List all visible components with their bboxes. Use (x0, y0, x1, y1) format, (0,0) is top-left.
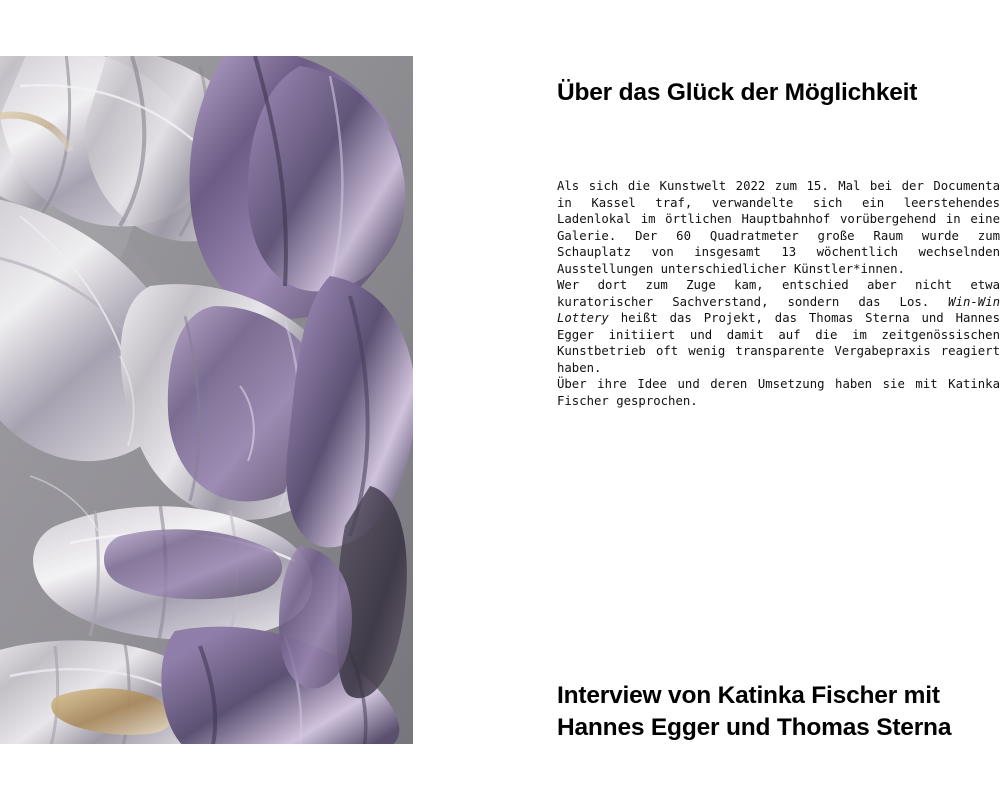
artwork-illustration (0, 56, 413, 744)
body-paragraph-3: Über ihre Idee und deren Umsetzung haben sie mit Katinka Fischer gesprochen. (557, 377, 1000, 408)
interview-credit-line-2: Hannes Egger und Thomas Sterna (557, 714, 952, 741)
body-paragraph-2 (557, 277, 1000, 376)
project-title-italic: Win-Win Lottery (557, 294, 1000, 325)
artwork-image (0, 56, 413, 744)
interview-credit-line-1: Interview von Katinka Fischer mit (557, 682, 940, 709)
text-column (557, 0, 1000, 800)
article-body (557, 178, 1000, 409)
paragraph-2-text-after: heißt das Projekt, das Thomas Sterna und Hannes Egger initiiert und damit auf die im zeitgenössischen Kunstbetrieb oft wenig transparente Vergabepraxis reagiert haben. (557, 311, 1000, 375)
paragraph-2-text-before: Wer dort zum Zuge kam, entschied aber nicht etwa kuratorischer Sachverstand, sondern das Los. (557, 278, 1000, 309)
interview-credit (557, 680, 1000, 744)
page-title: Über das Glück der Möglichkeit (557, 79, 918, 106)
body-paragraph-1: Als sich die Kunstwelt 2022 zum 15. Mal bei der Documenta in Kassel traf, verwandelte sich ein leerstehendes Ladenlokal im örtlichen Hauptbahnhof vorübergehend in eine Galerie. Der 60 Quadratmeter große Raum wurde zum Schauplatz von insgesamt 13 wöchentlich wechselnden Ausstellungen unterschiedlicher Künstler*innen. (557, 179, 1000, 276)
